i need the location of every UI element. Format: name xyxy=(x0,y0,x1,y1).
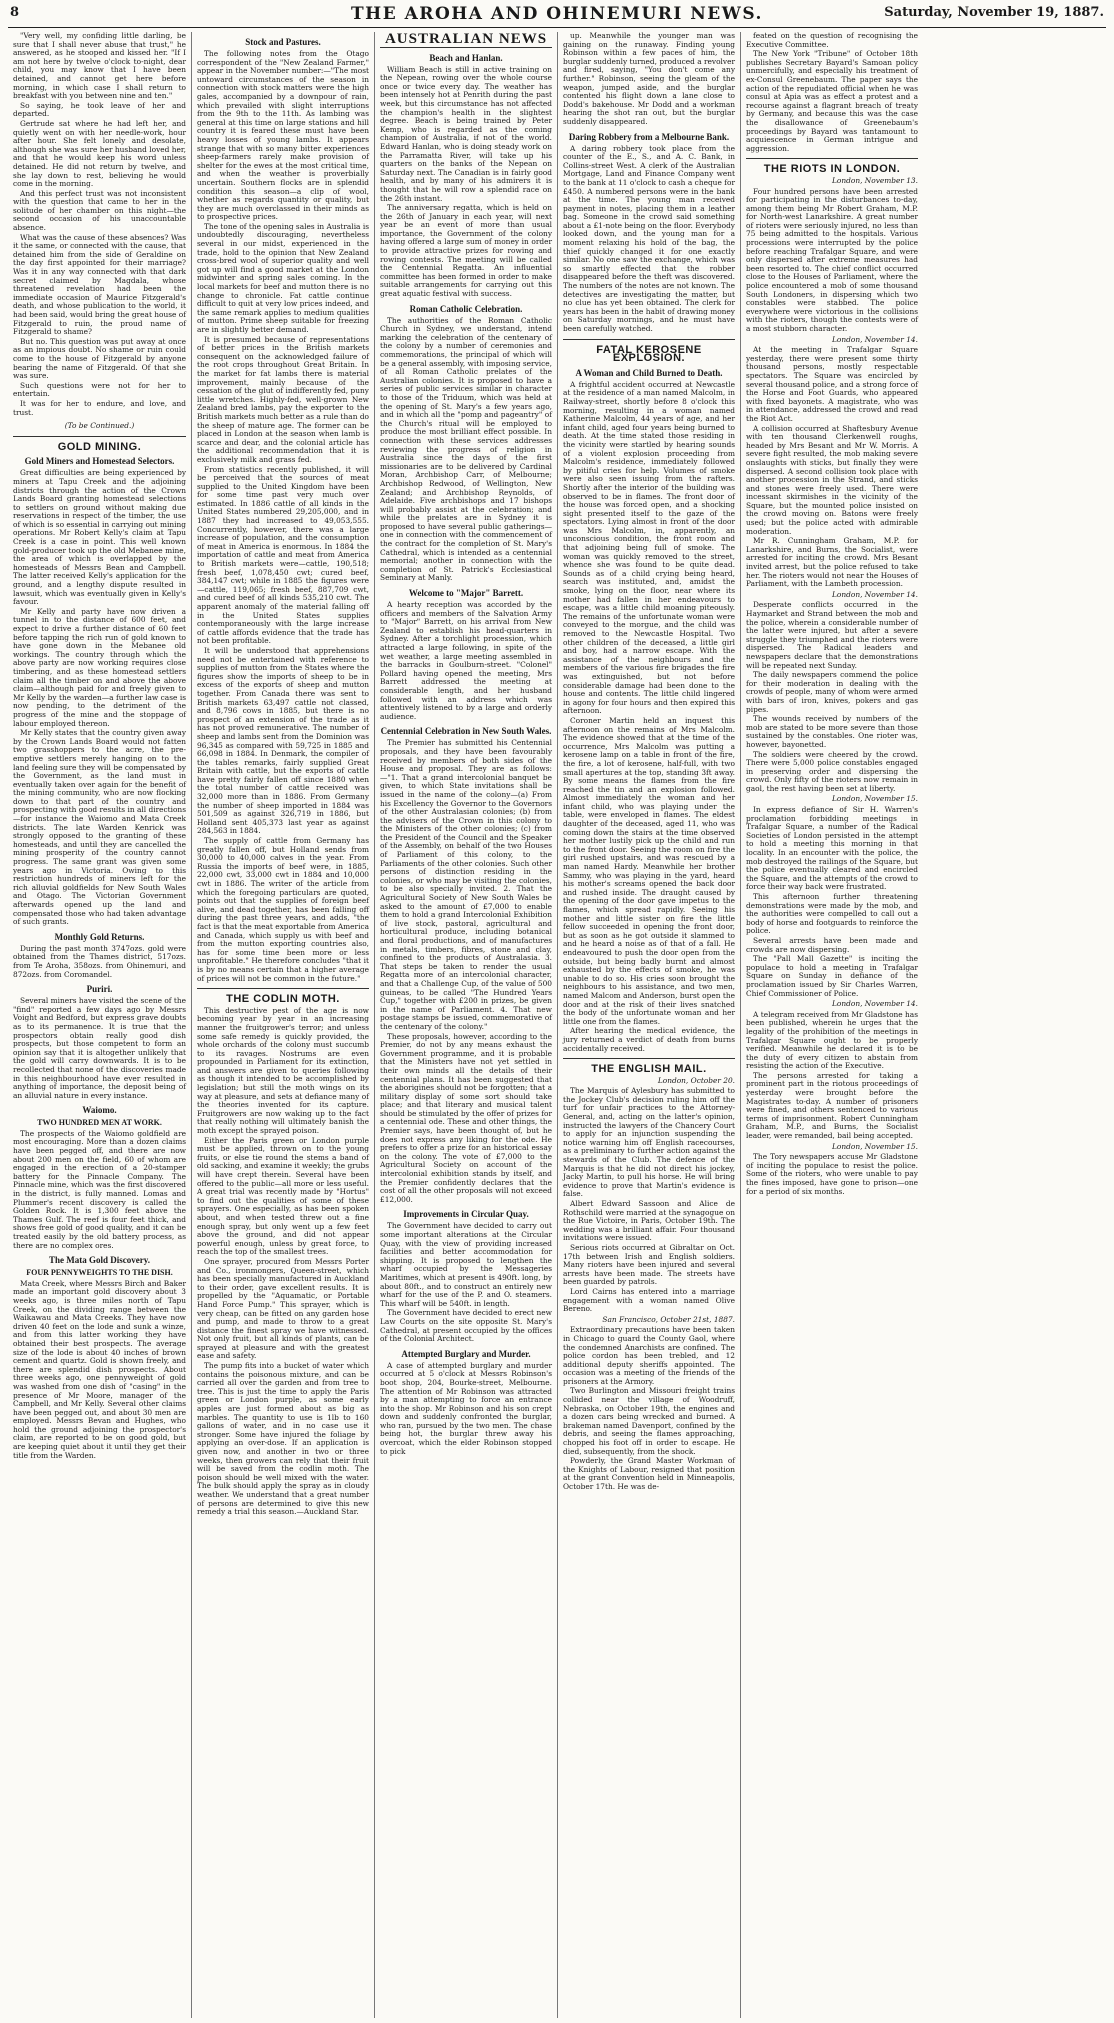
paragraph: It will be understood that apprehensions need not be entertained with reference to supplies of mutton from the States where the figures show the imports of sheep to be in excess of the exports of sheep and mutton together. From Canada there was sent to British markets 63,497 cattle not classed, and 8,796 cows in 1885, but there is no prospect of an extension of the trade as it has not proved remunerative. The number of sheep and lambs sent from the Dominion was 96,345 as compared with 59,725 in 1885 and 66,098 in 1884. In Denmark, the compiler of the tables remarks, fairly supplied Great Britain with cattle, but the exports of cattle have pretty fairly fallen off since 1880 when the total number of cattle received was 32,000 more than in 1886. From Germany the number of sheep imported in 1884 was 501,509 as against 326,719 in 1886, but Holland sent 405,373 last year as against 284,563 in 1884. xyxy=(197,645,369,836)
paragraph: Desperate conflicts occurred in the Haymarket and Strand between the mob and the police, wherein a considerable number of the latter were injured, but after a severe struggle they triumphed and the rioters were dispersed. The Radical leaders and newspapers declare that the demonstrations will be repeated next Sunday. xyxy=(746,600,918,670)
paragraph: Coroner Martin held an inquest this afternoon on the remains of Mrs Malcolm. The evidence showed that at the time of the occurrence, Mrs Malcolm was putting a kerosene lamp on a table in front of the fire, the fire, a lot of kerosene, half-full, with two small apertures at the top, standing 3ft away. By some means the flames from the fire reached the tin and an explosion followed. Almost immediately the woman and her infant child, who was playing under the table, were enveloped in flames. The eldest daughter of the deceased, aged 11, who was coming down the stairs at the time observed her mother lustily pick up the child and run to the front door. Seeing the room on fire the girl rushed upstairs, and was rescued by a man named Hardy. Meanwhile her brother Sammy, who was playing in the yard, heard his mother's screams opened the back door and rushed inside. The draught caused by the opening of the door gave impetus to the flames, which spread rapidly. Seeing his mother and little sister on fire the little fellow succeeded in opening the front door, but as soon as he got outside it slammed to and he heard a noise as of that of a fall. He endeavoured to push the door open from the outside, but being badly burnt and almost exhausted by the effects of smoke, he was unable to do so. His cries soon brought the neighbours to his assistance, and two men, named Malcom and Anderson, burst open the door and at the risk of their lives snatched the body of the unfortunate woman and her little one from the flames. xyxy=(563,715,735,1026)
article-title: Improvements in Circular Quay. xyxy=(403,1209,529,1220)
article-title: Attempted Burglary and Murder. xyxy=(401,1348,531,1359)
paragraph: The New York "Tribune" of October 18th publishes Secretary Bayard's Samoan policy unmercifully, and especially his treatment of ex-Consul Greenebaum. The paper says the action of the repudiated official when he was consul at Apia was as effect a protest and a recourse against a flagrant breach of treaty by Germany, and because this was the case the disallowance of Greenebaum's proceedings by Bayard was tantamount to acquiescence in German intrigue and aggression. xyxy=(746,49,918,153)
paragraph: Several arrests have been made and crowds are now dispersing. xyxy=(746,935,918,954)
paragraph: Gertrude sat where he had left her, and quietly went on with her needle-work, hour after hour. She felt lonely and desolate, although she was sure her husband loved her, and that he would keep his word unless detained. He did not return by twelve, and she lay down to rest, believing he would come in the morning. xyxy=(13,118,186,189)
paragraph: The "Pall Mall Gazette" is inciting the populace to hold a meeting in Trafalgar Square on Sunday in defiance of the proclamation issued by Sir Charles Warren, Chief Commissioner of Police. xyxy=(746,954,918,998)
paragraph: During the past month 3747ozs. gold were obtained from the Thames district, 517ozs. from Te Aroha, 358ozs. from Ohinemuri, and 872ozs. from Coromandel. xyxy=(13,943,186,979)
paragraph: At the meeting in Trafalgar Square yesterday, there were present some thirty thousand persons, mostly respectable spectators. The Square was encircled by several thousand police, and a strong force of the Horse and Foot Guards, who appeared with fixed bayonets. A magistrate, who was in attendance, addressed the crowd and read the Riot Act. xyxy=(746,345,918,423)
paragraph: So saying, he took leave of her and departed. xyxy=(13,100,186,119)
paragraph: It was for her to endure, and love, and trust. xyxy=(13,398,186,417)
column-4 xyxy=(557,32,740,2018)
column-5 xyxy=(740,32,923,2018)
paragraph: This afternoon further threatening demonstrations were made by the mob, and the authorities were compelled to call out a body of horse and footguards to reinforce the police. xyxy=(746,892,918,936)
paragraph: Powderly, the Grand Master Workman of the Knights of Labour, resigned that position at the grant Convention held in Minneapolis, October 17th. He was de- xyxy=(563,1456,735,1491)
paragraph: Mr Kelly states that the country given away by the Crown Lands Board would not fatten two grasshoppers to the acre, the pre-emptive settlers merely hanging on to the land feeling sure they will be compensated by the Government, as the land must in eventually taken over again for the benefit of the mining community, who are now flocking down to that part of the country and prospecting with good results in all directions—for instance the Waiomo and Mata Creek districts. The late Warden Kenrick was strongly opposed to the granting of these homesteads, and until they are cancelled the mining prosperity of the country cannot progress. The same grant was given some years ago in Victoria. Owing to this restriction hundreds of miners left for the rich alluvial goldfields for New South Wales and Otago. The Victorian Government afterwards opened up the land and compensated those who had taken advantage of such grants. xyxy=(13,728,186,927)
paragraph: The Tory newspapers accuse Mr Gladstone of inciting the populace to resist the police. Some of the rioters, who were unable to pay the fines imposed, have gone to prison—one for a period of six months. xyxy=(746,1152,918,1196)
page-number: 8 xyxy=(10,5,20,20)
article-title: Daring Robbery from a Melbourne Bank. xyxy=(568,131,730,142)
paragraph: It is presumed because of representations of better prices in the British markets consequent on the acknowledged failure of the root crops throughout Great Britain. In the market for fat lambs there is material improvement, mainly because of the cessation of the glut of indifferently fed, puny little wretches. Highly-fed, well-grown New Zealand bred lambs, pay the exporter to the British markets much better as a rule than do the sheep of mature age. The former can be placed in London at the season when lamb is scarce and dear, and the colonial article has the additional recommendation that it is exclusively milk and grass fed. xyxy=(197,334,369,464)
paragraph: Two Burlington and Missouri freight trains collided near the village of Woodruff, Nebraska, on October 19th, the engines and a dozen cars being wrecked and burned. A brakeman named Davenport, confined by the debris, and seeing the flames approaching, chopped his foot off in order to escape. He died, subsequently, from the shock. xyxy=(563,1386,735,1456)
masthead xyxy=(8,0,1106,28)
column-rule xyxy=(197,988,369,989)
newspaper-columns xyxy=(8,32,1106,2018)
column-rule xyxy=(746,158,918,159)
paragraph: feated on the question of recognising the Executive Committee. xyxy=(746,32,918,49)
paragraph: "Very well, my confiding little darling, be sure that I shall never abuse that trust," he answered, as he stooped and kissed her. "If I am not here by twelve o'clock to-night, dear child, you may know that I have been detained, and cannot get here before morning, in which case I shall return to breakfast with you between nine and ten." xyxy=(13,32,186,101)
dateline: London, November 15. xyxy=(832,794,918,804)
paragraph: Either the Paris green or London purple must be applied, thrown on to the young fruits, or else tie round the stems a band of old sacking, and examine it weekly; the grubs will have crept therein. Several have been offered to the public—all more or less useful. A great trial was recently made by "Hortus" to find out the qualities of some of these sprayers. One especially, as has been spoken about, and when tested threw out a fine enough spray, but only went up a few feet above the ground, and did not appear powerful enough, unless by great force, to reach the top of the smallest trees. xyxy=(197,1135,369,1257)
paragraph: The persons arrested for taking a prominent part in the riotous proceedings of yesterday were brought before the Magistrates to-day. A number of prisoners were fined, and others sentenced to various terms of imprisonment. Robert Cunningham Graham, M.P., and Burns, the Socialist leader, were remanded, bail being accepted. xyxy=(746,1070,918,1141)
paragraph: The following notes from the Otago correspondent of the "New Zealand Farmer," appear in the November number:—"The most untoward circumstances of the season in connection with stock matters were the high gales, accompanied by a downpour of rain, which prevailed with slight interruptions from the 9th to the 11th. As lambing was general at this time on large stations and hill country it is feared these must have been heavy losses of young lambs. It appears strange that with so many bitter experiences sheep-farmers rarely make provision of shelter for the ewes at the most critical time, and when the weather is proverbially uncertain. Southern flocks are in splendid condition this season—a clip of wool, whether as regards quantity or quality, but they are much overclassed in their minds as to prospective prices. xyxy=(197,49,369,222)
paragraph: up. Meanwhile the younger man was gaining on the runaway. Finding young Robinson within a few paces of him, the burglar suddenly turned, produced a revolver and fired, saying, "You don't come any further." Robinson, seeing the gleam of the weapon, jumped aside, and the burglar contented his flight down a lane close to Dodd's bakehouse. Mr Dodd and a workman hearing the shot ran out, but the burglar suddenly disappeared. xyxy=(563,32,735,126)
column-3 xyxy=(374,32,557,2018)
section-heading: GOLD MINING. xyxy=(57,440,142,453)
paragraph: Four hundred persons have been arrested for participating in the disturbances to-day, among them being Mr Robert Graham, M.P. for North-west Lanarkshire. A great number of rioters were seriously injured, no less than 75 being admitted to the hospitals. Various processions were interrupted by the police before reaching Trafalgar Square, and were only dispersed after extreme measures had been resorted to. The chief conflict occurred close to the Houses of Parliament, where the police encountered a mob of some thousand South Londoners, in dispersing which two constables were stabbed. The police everywhere were victorious in the collisions with the rioters, though the contests were of a most stubborn character. xyxy=(746,186,918,333)
section-heading: THE ENGLISH MAIL. xyxy=(591,1063,707,1076)
paragraph: Great difficulties are being experienced by miners at Tapu Creek and the adjoining districts through the action of the Crown Lands Board granting homestead selections to settlers on ground without making due reservations in respect of the timber, the use of which is so essential in carrying out mining operations. Mr Robert Kelly's claim at Tapu Creek is a case in point. This well known gold-producer took up the old Mebanee mine, the area of which is overlapped by the homesteads of Messrs Bean and Campbell. The latter received Kelly's application for the ground, and a lengthy dispute resulted in lawsuit, which was eventually given in Kelly's favour. xyxy=(13,468,186,607)
paragraph: The supply of cattle from Germany has greatly fallen off, but Holland sends from 30,000 to 40,000 calves in the year. From Russia the imports of beef were, in 1885, 22,000 cwt, 33,000 cwt in 1884 and 10,000 cwt in 1886. The writer of the article from which the foregoing particulars are quoted, points out that the supplies of foreign beef alive, and dead together, has been falling off during the past three years, and adds, "the fact is that the meat exportable from America and Canada, which supply us with beef and from the mutton exporting countries also, has for some time been more or less unprofitable." He therefore concludes "that it is by no means certain that a higher average of prices will not be common in the future." xyxy=(197,836,369,983)
column-1 xyxy=(8,32,191,2018)
paragraph: Several miners have visited the scene of the "find" reported a few days ago by Messrs Voight and Bedford, but express grave doubts as to its permanence. It is true that the prospectors obtain really good dish prospects, but those competent to form an opinion say that it is altogether unlikely that the gold will carry downwards. It is to be recollected that none of the discoveries made in this neighbourhood have ever resulted in anything of importance, the deposit being of an alluvial nature in every instance. xyxy=(13,996,186,1100)
paragraph: And this perfect trust was not inconsistent with the question that came to her in the solitude of her chamber on this night—the second occasion of his unaccountable absence. xyxy=(13,188,186,233)
dateline: London, November 13. xyxy=(832,175,918,185)
continued-note: (To be Continued.) xyxy=(64,421,135,431)
paragraph: The prospects of the Waiomo goldfield are most encouraging. More than a dozen claims have been pegged off, and there are now about 200 men on the field, 60 of whom are engaged in the erection of a 20-stamper battery for the Pinnacle Company. The Pinnacle mine, which was the first discovered in the district, is fully manned. Lomas and Plummer's recent discovery is called the Golden Rock. It is 1,300 feet above the Thames Gulf. The reef is four feet thick, and shows free gold of good quality, and it can be treated easily by the old battery process, as there are no complex ores. xyxy=(13,1128,186,1250)
article-title: Puriri. xyxy=(86,984,113,995)
paragraph: In express defiance of Sir H. Warren's proclamation forbidding meetings in Trafalgar Square, a number of the Radical Societies of London persisted in the attempt to hold a meeting this morning in that locality. In an encounter with the police, the mob destroyed the railings of the Square, but the police eventually cleared and encircled the Square, and the attempts of the crowd to force their way back were frustrated. xyxy=(746,805,918,892)
paragraph: Extraordinary precautions have been taken in Chicago to guard the County Gaol, where the condemned Anarchists are confined. The police cordon has been trebled, and 12 additional deputy sheriffs appointed. The occasion was a meeting of the friends of the prisoners at the Armory. xyxy=(563,1325,735,1386)
dateline: London, November 14. xyxy=(832,999,918,1009)
newspaper-title: THE AROHA AND OHINEMURI NEWS. xyxy=(351,4,763,24)
paragraph: This destructive pest of the age is now becoming year by year in an increasing manner the fruitgrower's terror; and unless some safe remedy is quickly provided, the whole orchards of the colony must succumb to its ravages. Nostrums are even propounded in Parliament for its extinction, and answers are given to queries following as though it intended to be accomplished by legislation; but still the moth wings on its way at pleasure, and sets at defiance many of the theories invented for its capture. Fruitgrowers are now waking up to the fact that really nothing will ultimately banish the moth except the sprayed poison. xyxy=(197,1005,369,1136)
paragraph: Such questions were not for her to entertain. xyxy=(13,380,186,399)
paragraph: The pump fits into a bucket of water which contains the poisonous mixture, and can be carried all over the garden and from tree to tree. This is just the time to apply the Paris green or London purple, as some early apples are just formed about as big as marbles. The quantity to use is 1lb to 160 gallons of water, and in no case use it stronger. Some have injured the foliage by applying an over-dose. If an application is given now, and another in two or three weeks, then growers can rely that their fruit will be saved from the codlin moth. The poison should be well mixed with the water. The bulk should apply the spray as in cloudy weather. We understand that a great number of persons are determined to give this new remedy a trial this season.—Auckland Star. xyxy=(197,1361,369,1517)
paragraph: A hearty reception was accorded by the officers and members of the Salvation Army to "Major" Barrett, on his arrival from New Zealand to establish his head-quarters in Sydney. After a torchlight procession, which attracted a large following, in spite of the wet weather, a large meeting assembled in the barracks in Goulburn-street. "Colonel" Pollard having opened the meeting, Mrs Barrett addressed the meeting at considerable length, and her husband followed with an address which was attentively listened to by a large and orderly audience. xyxy=(380,600,552,721)
article-title: A Woman and Child Burned to Death. xyxy=(575,367,723,378)
dateline: London, November 14. xyxy=(832,334,918,344)
article-title: Welcome to "Major" Barrett. xyxy=(408,588,524,599)
article-title: Beach and Hanlan. xyxy=(429,52,503,63)
article-title: Centennial Celebration in New South Wales. xyxy=(380,726,552,737)
paragraph: The soldiers were cheered by the crowd. There were 5,000 police constables engaged in preserving order and dispersing the crowd. Only fifty of the rioters now remain in gaol, the rest having been set at liberty. xyxy=(746,749,918,793)
paragraph: But no. This question was put away at once as an impious doubt. No shame or ruin could come to the house of Fitzgerald by anyone bearing the name of Fitzgerald. Of that she was sure. xyxy=(13,336,186,381)
paragraph: The wounds received by numbers of the mob are stated to be more severe than those sustained by the constables. One rioter was, however, bayonetted. xyxy=(746,714,918,749)
paragraph: The anniversary regatta, which is held on the 26th of January in each year, will next year be an event of more than usual importance, the Government of the colony having offered a large sum of money in order to provide attractive prizes for rowing and rowing contests. The meeting will be called the Centennial Regatta. An influential committee has been formed in order to make suitable arrangements for carrying out this great aquatic festival with success. xyxy=(380,203,552,299)
article-title: Stock and Pastures. xyxy=(245,37,321,47)
column-2 xyxy=(191,32,374,2018)
paragraph: A collision occurred at Shaftesbury Avenue with ten thousand Clerkenwell roughs, headed by Mrs Besant and Mr W. Morris. A severe fight resulted, the mob making severe onslaughts with sticks, but finally they were dispersed. A second collision took place with another procession in the Strand, and sticks and stones were freely used. There were incessant skirmishes in the vicinity of the Square, but the mounted police insisted on the crowd moving on. Batons were freely used; but the police acted with admirable moderation. xyxy=(746,423,918,536)
paragraph: The Marquis of Aylesbury has submitted to the Jockey Club's decision ruling him off the turf for unfair practices to the Attorney-General, and, acting on the latter's opinion, instructed the lawyers of the Chancery Court to apply for an injunction suspending the notice warning him off English racecourses, as a preliminary to further action against the stewards of the Club. The defence of the Marquis is that he did not direct his jockey, Jacky Martin, to pull his horse. He will bring evidence to prove that Martin's evidence is false. xyxy=(563,1086,735,1199)
section-heading: THE CODLIN MOTH. xyxy=(226,993,340,1006)
dateline: London, October 20. xyxy=(657,1075,735,1085)
paragraph: What was the cause of these absences? Was it the same, or connected with the cause, that detained him from the side of Geraldine on the day first appointed for their marriage? Was it in any way connected with that dark secret claimed by Magdala, whose threatened revelation had been the immediate occasion of Maurice Fitzgerald's death, and whose publication to the world, it had been said, would bring the great house of Fitzgerald to ruin, the proud name of Fitzgerald to shame? xyxy=(13,232,186,337)
paragraph: Mata Creek, where Messrs Birch and Baker made an important gold discovery about 3 weeks ago, is three miles north of Tapu Creek, on the dividing range between the Waikawau and Mata Creeks. They have now driven 40 feet on the lode and sunk a winze, and from this latter working they have obtained their best prospects. The average size of the lode is about 40 inches of brown cement and quartz. Gold is shown freely, and there are splendid dish prospects. About three weeks ago, one pennyweight of gold was washed from one dish of "casing" in the presence of Mr Moore, manager of the Campbell, and Mr Kelly. Several other claims have been pegged out, and about 30 men are employed. Messrs Bevan and Hughes, who hold the ground adjoining the prospector's claim, are reported to be on good gold, but are keeping quiet about it until they get their title from the Warden. xyxy=(13,1278,186,1460)
paragraph: One sprayer, procured from Messrs Porter and Co., ironmongers, Queen-street, which has been specially manufactured in Auckland to their order, gave excellent results. It is propelled by the "Aquamatic, or Portable Hand Force Pump." This sprayer, which is very cheap, can be fitted on any garden hose and pump, and made to throw to a great distance the finest spray we have witnessed. Not only fruit, but all kinds of plants, can be sprayed at pleasure and with the greatest ease and safety. xyxy=(197,1256,369,1361)
dateline: San Francisco, October 21st, 1887. xyxy=(602,1314,735,1324)
article-subtitle: TWO HUNDRED MEN AT WORK. xyxy=(37,1118,162,1128)
article-subtitle: FOUR PENNYWEIGHTS TO THE DISH. xyxy=(26,1268,173,1278)
article-title: Monthly Gold Returns. xyxy=(54,931,145,942)
article-title: Roman Catholic Celebration. xyxy=(409,303,523,314)
dateline: London, November 15. xyxy=(832,1141,918,1151)
section-banner: AUSTRALIAN NEWS xyxy=(380,35,552,48)
paragraph: Serious riots occurred at Gibraltar on Oct. 17th between Irish and English soldiers. Many rioters have been injured and several arrests have been made. The streets have been guarded by patrols. xyxy=(563,1242,735,1287)
paragraph: A frightful accident occurred at Newcastle at the residence of a man named Malcolm, in Railway-street, shortly before 8 o'clock this morning, resulting in a woman named Katherine Malcolm, 44 years of age, and her infant child, aged four years being burned to death. At the time stated those residing in the vicinity were startled by hearing sounds of a violent explosion proceeding from Malcolm's residence, immediately followed by pitiful cries for help. Volumes of smoke were also seen issuing from the rafters. Shortly after the interior of the building was observed to be in flames. The front door of the house was forced open, and a shocking sight presented itself to the gaze of the spectators. Lying almost in front of the door was Mrs Malcolm, in, apparently, an unconscious condition, the front room and that adjoining being full of smoke. The woman was quickly removed to the street, whence she was found to be quite dead. Sounds as of a child crying being heard, search was instituted, and, amidst the smoke, lying on the floor, near where its mother had fallen in her endeavours to escape, was a little child moaning piteously. The remains of the unfortunate woman were conveyed to the morgue, and the child was removed to the Newcastle Hospital. Two other children of the deceased, a little girl and boy, had a narrow escape. With the assistance of the neighbours and the members of the various fire brigades the fire was extinguished, but not before considerable damage had been done to the house and contents. The little child lingered in agony for four hours and then expired this afternoon. xyxy=(563,379,735,716)
section-heading: FATAL KEROSENE EXPLOSION. xyxy=(596,343,702,365)
column-rule xyxy=(563,339,735,340)
paragraph: The Government have decided to erect new Law Courts on the site opposite St. Mary's Cathedral, at present occupied by the offices of the Colonial Architect. xyxy=(380,1308,552,1344)
paragraph: The tone of the opening sales in Australia is undoubtedly discouraging, nevertheless several in our midst, experienced in the trade, hold to the opinion that New Zealand cross-bred wool of superior quality and well got up will find a good market at the London midwinter and spring sales coming. In the local markets for beef and mutton there is no change to chronicle. Fat cattle continue difficult to quit at very low prices indeed, and the same remark applies to medium qualities of mutton. Prime sheep suitable for freezing are in slightly better demand. xyxy=(197,221,369,334)
paragraph: A telegram received from Mr Gladstone has been published, wherein he urges that the legality of the prohibition of the meetings in Trafalgar Square ought to be properly verified. Meanwhile he declared it is to be the duty of every citizen to abstain from resisting the action of the Executive. xyxy=(746,1009,918,1071)
dateline: London, November 14. xyxy=(832,589,918,599)
paragraph: The Premier has submitted his Centennial proposals, and they have been favourably received by members of both sides of the House and proposal. They are as follows:—"1. That a grand intercolonial banquet be given, to which State invitations shall be issued in the name of the colony—(a) From his Excellency the Governor to the Governors of the other Australasian colonies; (b) from the advisers of the Crown in this colony to the Ministers of the other colonies; (c) from the President of the Council and the Speaker of the Assembly, on behalf of the two Houses of Parliament of this colony, to the Parliaments of the other colonies. Such other persons of distinction residing in the colonies, or who may be visiting the colonies, to be also specially invited. 2. That the Agricultural Society of New South Wales be asked to the amount of £7,000 to enable them to hold a grand Intercolonial Exhibition of live stock, pastoral, agricultural and horticultural produce, including botanical and floral productions, and of manufactures in metals, timbers, fibres, stone and clay, confined to the products of Australasia. 3. That steps be taken to render the usual Regatta more of an intercolonial character, and that a Challenge Cup, of the value of 500 guineas, to be called "The Hundred Years Cup," together with £200 in prizes, be given in the name of Parliament. 4. That new postage stamps be issued, commemorative of the centenary of the colony." xyxy=(380,738,552,1031)
paragraph: A case of attempted burglary and murder occurred at 5 o'clock at Messrs Robinson's boot shop, 204, Bourke-street, Melbourne. The attention of Mr Robinson was attracted by a man attempting to force an entrance into the shop. Mr Robinson and his son crept down and suddenly confronted the burglar, who ran, pursued by the two men. The chase being hot, the burglar threw away his overcoat, which the elder Robinson stopped to pick xyxy=(380,1360,552,1456)
paragraph: The authorities of the Roman Catholic Church in Sydney, we understand, intend marking the celebration of the centenary of the colony by a number of ceremonies and commemorations, the principal of which will be a general assembly, with imposing service, of all Roman Catholic prelates of the Australian colonies. It is proposed to have a series of public services similar in character to those of the Triduum, which was held at the opening of St. Mary's a few years ago, and in which all the "pomp and pageantry" of the Church's ritual will be employed to produce the most brilliant effect possible. In connection with these services addresses reviewing the progress of religion in Australia since the days of the first missionaries are to be delivered by Cardinal Moran, Archbishop Carr, of Melbourne; Archbishop Redwood, of Wellington, New Zealand; and Archbishop Reynolds, of Adelaide. Five archbishops and 17 bishops will probably assist at the celebration; and while the prelates are in Sydney it is proposed to have several public gatherings—one in connection with the commencement of the contract for the completion of St. Mary's Cathedral, which is intended as a centennial memorial; another in connection with the completion of St. Patrick's Ecclesiastical Seminary at Manly. xyxy=(380,315,552,583)
paragraph: After hearing the medical evidence, the jury returned a verdict of death from burns accidentally received. xyxy=(563,1026,735,1053)
paragraph: The daily newspapers commend the police for their moderation in dealing with the crowds of people, many of whom were armed with bars of iron, knives, pokers and gas pipes. xyxy=(746,670,918,714)
article-title: Waiomo. xyxy=(82,1105,117,1116)
column-rule xyxy=(563,1058,735,1059)
paragraph: Albert Edward Sassoon and Alice de Rothschild were married at the synagogue on the Rue Victoire, in Paris, October 19th. The wedding was a brilliant affair. Four thousand invitations were issued. xyxy=(563,1199,735,1243)
paragraph: Mr R. Cunningham Graham, M.P. for Lanarkshire, and Burns, the Socialist, were arrested for inciting the crowd. Mrs Besant invited arrest, but the police refused to take her. The rioters would not near the Houses of Parliament, with the Lambeth procession. xyxy=(746,536,918,589)
article-title: Gold Miners and Homestead Selectors. xyxy=(24,456,175,467)
paragraph: The Government have decided to carry out some important alterations at the Circular Quay, with the view of providing increased facilities and better accommodation for shipping. It is proposed to lengthen the wharf occupied by the Messageries Maritimes, which at present is 490ft. long, by about 80ft., and to construct an entirely new wharf for the use of the P. and O. steamers. This wharf will be 540ft. in length. xyxy=(380,1221,552,1308)
issue-date: Saturday, November 19, 1887. xyxy=(884,5,1104,20)
paragraph: These proposals, however, according to the Premier, do not by any means exhaust the Government programme, and it is probable that the Ministers have not yet settled in their own minds all the details of their centennial plans. It has been suggested that the aborigines should not be forgotten; that a military display of some sort should take place; and that literary and musical talent should be stimulated by the offer of prizes for a centennial ode. These and other things, the Premier says, have been thought of, but he does not express any liking for the ode. He prefers to offer a prize for an historical essay on the colony. The vote of £7,000 to the Agricultural Society on account of the intercolonial exhibition stands by itself, and the Premier confidently declares that the cost of all the other proposals will not exceed £12,000. xyxy=(380,1031,552,1204)
paragraph: William Beach is still in active training on the Nepean, rowing over the whole course once or twice every day. The weather has been intensely hot at Penrith during the past week, but this circumstance has not affected the champion's health in the slightest degree. Beach is being trained by Peter Kemp, who is regarded as the coming champion of Australia, if not of the world. Edward Hanlan, who is doing steady work on the Parramatta River, will take up his quarters on the banks of the Nepean on Saturday next. The Canadian is in fairly good health, and by many of his admirers it is thought that he will row a splendid race on the 26th instant. xyxy=(380,64,552,203)
column-rule xyxy=(13,436,186,437)
serial-story xyxy=(13,32,186,431)
paragraph: Lord Cairns has entered into a marriage engagement with a woman named Olive Bereno. xyxy=(563,1286,735,1314)
article-title: The Mata Gold Discovery. xyxy=(49,1255,150,1266)
paragraph: From statistics recently published, it will be perceived that the sources of meat supplied to the United Kingdom have been for some time past very much over estimated. In 1886 cattle of all kinds in the United States numbered 29,205,000, and in 1887 they had increased to 49,053,555. Concurrently, however, there was a large increase of population, and the consumption of meat in America is enormous. In 1884 the importation of cattle and meat from America to British markets were—cattle, 190,518; fresh beef, 1,078,450 cwt; cured beef, 384,147 cwt; while in 1885 the figures were—cattle, 119,065; fresh beef, 887,709 cwt, and cured beef of all kinds 535,210 cwt. The apparent anomaly of the material falling off in the United States supplies contemporaneously with the large increase of cattle affords evidence that the trade has not been profitable. xyxy=(197,464,369,646)
paragraph: Mr Kelly and party have now driven a tunnel in to the distance of 600 feet, and expect to drive a further distance of 60 feet before tapping the rich run of gold known to have gone down in the Mebanee old workings. The country through which the above party are now working requires close timbering, and as these homestead settlers claim all the timber on and above the above claim—although paid for and freely given to Mr Kelly by the warden—a further law case is now pending, to the detriment of the progress of the mine and the stoppage of labour employed thereon. xyxy=(13,606,186,728)
section-heading: THE RIOTS IN LONDON. xyxy=(763,163,901,176)
paragraph: A daring robbery took place from the counter of the E., S., and A. C. Bank, in Collins-street West. A clerk of the Australian Mortgage, Land and Finance Company went to the bank at 11 o'clock to cash a cheque for £450. A numbered persons were in the bank at the time. The young man received payment in notes, placing them in a leather bag. Someone in the crowd said something about a £1-note being on the floor. Everybody looked down, and the young man for a moment relaxing his hold of the bag, the thief quickly changed it for one exactly similar. No one saw the exchange, which was so smartly effected that the robber disappeared before the theft was discovered. The numbers of the notes are not known. The detectives are investigating the matter, but no clue has yet been obtained. The clerk for years has been in the habit of drawing money on Saturday mornings, and he must have been carefully watched. xyxy=(563,143,735,333)
